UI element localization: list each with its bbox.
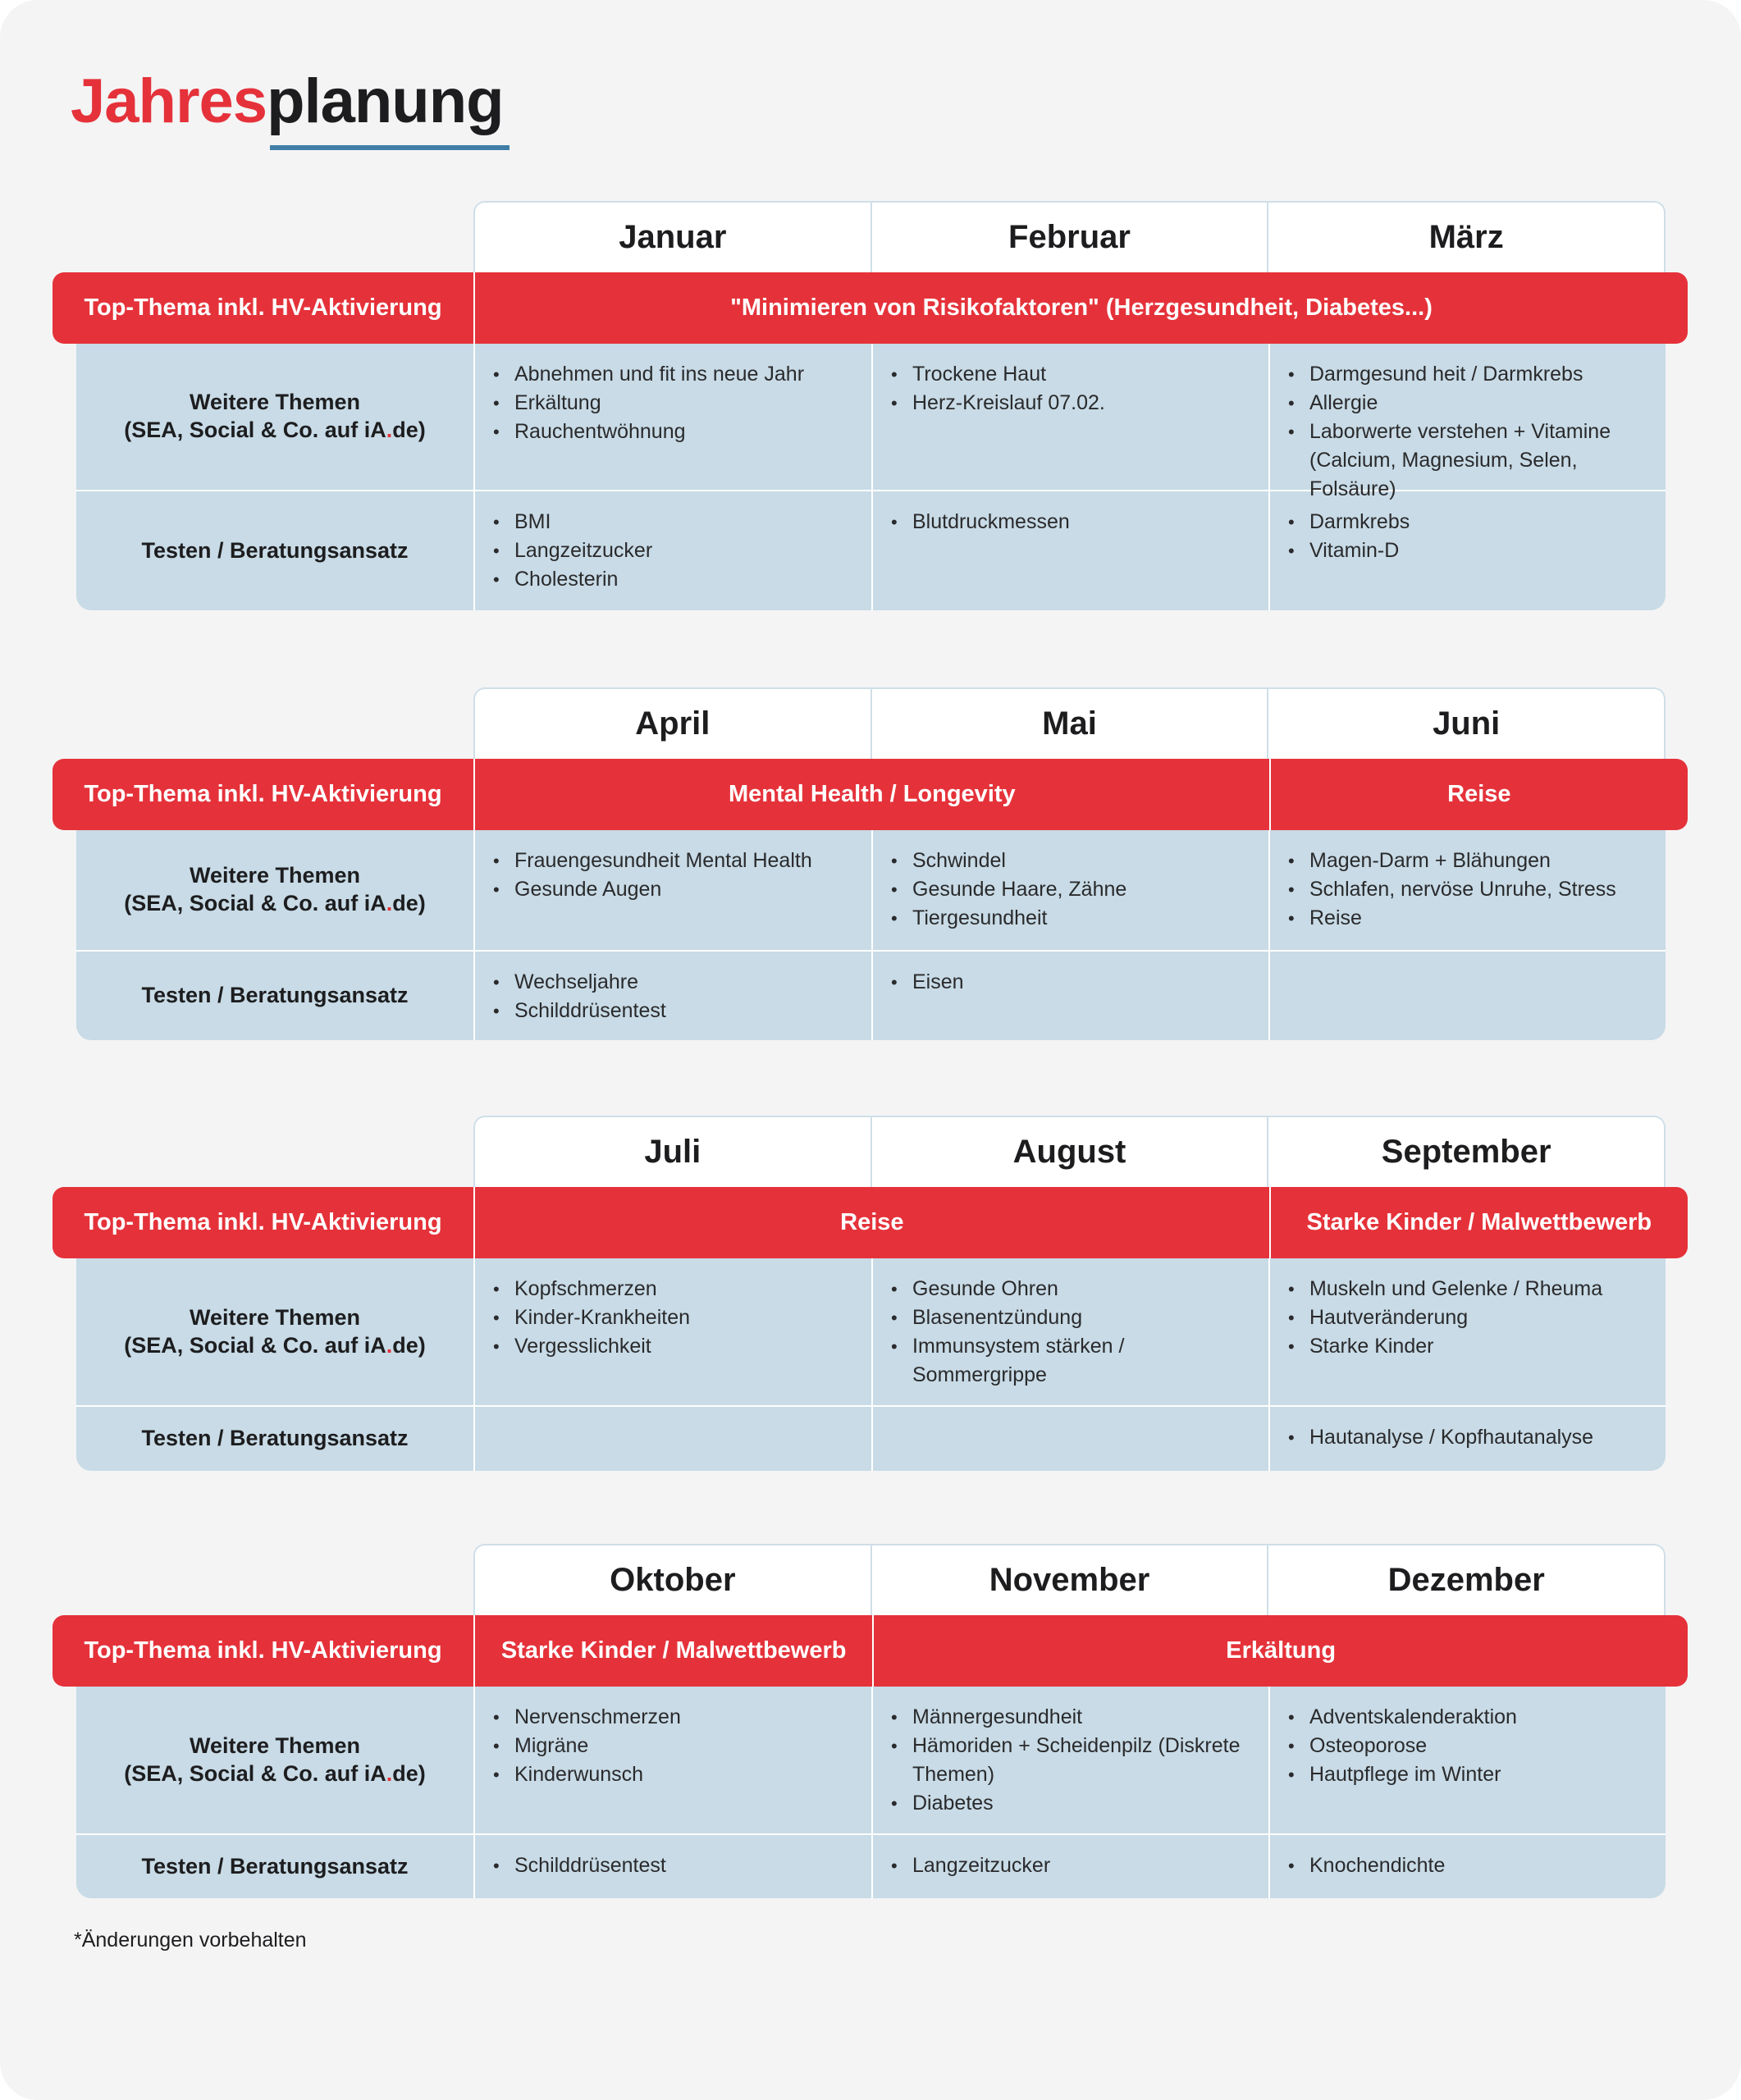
footnote: *Änderungen vorbehalten <box>74 1929 307 1952</box>
weitere-themen-cell <box>473 1258 871 1405</box>
title-underline <box>270 145 510 150</box>
list-item: • Laborwerte verstehen + Vitamine (Calcium, Magnesium, Selen, Folsäure) <box>1282 418 1654 504</box>
month-header: Januar <box>619 219 727 255</box>
list-item: • Eisen <box>884 968 1257 997</box>
list-item: • Osteoporose <box>1282 1732 1654 1760</box>
testen-cell <box>473 490 871 610</box>
list-item: • Langzeitzucker <box>487 536 860 565</box>
list-item: • Hautpflege im Winter <box>1282 1760 1654 1789</box>
weitere-themen-label <box>76 344 473 490</box>
weitere-label-line2: (SEA, Social & Co. auf iA.de) <box>124 891 426 915</box>
weitere-themen-cell <box>473 1687 871 1833</box>
list-item: • Schilddrüsentest <box>487 997 860 1025</box>
month-header: Mai <box>870 689 1268 759</box>
testen-cell <box>473 1405 871 1471</box>
list-item: • Darmgesund heit / Darmkrebs <box>1282 360 1654 389</box>
top-thema-label: Top-Thema inkl. HV-Aktivierung <box>53 1187 475 1258</box>
list-item: • Herz-Kreislauf 07.02. <box>884 389 1257 418</box>
month-header-row <box>473 1544 1666 1615</box>
list-item: • Gesunde Augen <box>487 875 860 904</box>
weitere-themen-cell <box>871 1687 1268 1833</box>
month-header: Dezember <box>1267 1545 1664 1615</box>
weitere-themen-cell <box>473 344 871 490</box>
weitere-themen-cell <box>871 344 1268 490</box>
weitere-label-line1: Weitere Themen <box>189 863 361 888</box>
month-header: August <box>870 1117 1268 1187</box>
list-item: • Schwindel <box>884 847 1257 875</box>
list-item: • Knochendichte <box>1282 1851 1654 1880</box>
list-item: • Trockene Haut <box>884 360 1257 389</box>
title-part-2: planung <box>267 66 504 136</box>
month-header-row <box>473 1116 1666 1187</box>
testen-cell <box>473 950 871 1040</box>
top-thema-value: Mental Health / Longevity <box>729 781 1016 807</box>
testen-label: Testen / Beratungsansatz <box>76 950 473 1040</box>
weitere-themen-label <box>76 830 473 950</box>
top-thema-value: Reise <box>840 1209 904 1235</box>
list-item: • Kinder-Krankheiten <box>487 1303 860 1332</box>
weitere-label-line2: (SEA, Social & Co. auf iA.de) <box>124 418 426 442</box>
weitere-label-line1: Weitere Themen <box>189 1732 361 1758</box>
top-thema-value: Starke Kinder / Malwettbewerb <box>500 1637 847 1664</box>
list-item: • Adventskalenderaktion <box>1282 1703 1654 1732</box>
month-header: April <box>635 705 711 742</box>
weitere-themen-cell <box>871 830 1268 950</box>
list-item: • Schlafen, nervöse Unruhe, Stress <box>1282 875 1654 904</box>
testen-cell <box>1268 1405 1666 1471</box>
testen-cell <box>1268 1833 1666 1898</box>
list-item: • Immunsystem stärken / Sommergrippe <box>884 1332 1257 1390</box>
list-item: • Abnehmen und fit ins neue Jahr <box>487 360 860 389</box>
month-header: Juni <box>1267 689 1664 759</box>
testen-cell <box>871 950 1268 1040</box>
month-header-row <box>473 687 1666 759</box>
testen-cell <box>473 1833 871 1898</box>
weitere-themen-cell <box>871 1258 1268 1405</box>
list-item: • Frauengesundheit Mental Health <box>487 847 860 875</box>
list-item: • Kinderwunsch <box>487 1760 860 1789</box>
month-header: Oktober <box>610 1562 736 1598</box>
list-item: • Tiergesundheit <box>884 904 1257 933</box>
list-item: • Schilddrüsentest <box>487 1851 860 1880</box>
list-item: • BMI <box>487 508 860 536</box>
list-item: • Darmkrebs <box>1282 508 1654 536</box>
weitere-themen-cell <box>1268 344 1666 500</box>
topics-grid <box>76 1687 1666 1898</box>
month-header: März <box>1267 203 1664 272</box>
month-header: November <box>870 1545 1268 1615</box>
list-item: • Rauchentwöhnung <box>487 418 860 446</box>
weitere-themen-cell <box>1268 830 1666 950</box>
list-item: • Blutdruckmessen <box>884 508 1257 536</box>
list-item: • Gesunde Ohren <box>884 1275 1257 1303</box>
list-item: • Vergesslichkeit <box>487 1332 860 1361</box>
weitere-label-line2: (SEA, Social & Co. auf iA.de) <box>124 1332 426 1358</box>
weitere-label-line1: Weitere Themen <box>189 1304 361 1330</box>
top-thema-bar <box>53 272 1688 344</box>
list-item: • Blasenentzündung <box>884 1303 1257 1332</box>
testen-label: Testen / Beratungsansatz <box>76 1405 473 1471</box>
top-thema-label: Top-Thema inkl. HV-Aktivierung <box>53 1615 475 1687</box>
list-item: • Muskeln und Gelenke / Rheuma <box>1282 1275 1654 1303</box>
list-item: • Migräne <box>487 1732 860 1760</box>
weitere-themen-cell <box>473 830 871 950</box>
weitere-label-line1: Weitere Themen <box>189 390 361 415</box>
list-item: • Diabetes <box>884 1789 1257 1818</box>
top-thema-value: Erkältung <box>872 1615 1688 1687</box>
list-item: • Gesunde Haare, Zähne <box>884 875 1257 904</box>
month-header-row <box>473 201 1666 272</box>
testen-cell <box>871 1405 1268 1471</box>
list-item: • Vitamin-D <box>1282 536 1654 565</box>
list-item: • Cholesterin <box>487 565 860 594</box>
list-item: • Hämoriden + Scheidenpilz (Diskrete Themen) <box>884 1732 1257 1789</box>
weitere-themen-cell <box>1268 1687 1666 1833</box>
list-item: • Erkältung <box>487 389 860 418</box>
list-item: • Hautveränderung <box>1282 1303 1654 1332</box>
list-item: • Langzeitzucker <box>884 1851 1257 1880</box>
testen-label: Testen / Beratungsansatz <box>76 1833 473 1898</box>
top-thema-value: "Minimieren von Risikofaktoren" (Herzgesundheit, Diabetes...) <box>730 294 1433 321</box>
page-title <box>71 66 504 136</box>
list-item: • Wechseljahre <box>487 968 860 997</box>
testen-cell <box>871 490 1268 610</box>
top-thema-label: Top-Thema inkl. HV-Aktivierung <box>53 272 475 344</box>
list-item: • Hautanalyse / Kopfhautanalyse <box>1282 1423 1654 1452</box>
list-item: • Allergie <box>1282 389 1654 418</box>
month-header: September <box>1267 1117 1664 1187</box>
top-thema-bar <box>53 759 1688 830</box>
top-thema-label: Top-Thema inkl. HV-Aktivierung <box>53 759 475 830</box>
list-item: • Magen-Darm + Blähungen <box>1282 847 1654 875</box>
testen-label: Testen / Beratungsansatz <box>76 490 473 610</box>
top-thema-bar <box>53 1187 1688 1258</box>
weitere-themen-cell <box>1268 1258 1666 1405</box>
title-part-1: Jahres <box>71 66 267 136</box>
topics-grid <box>76 1258 1666 1471</box>
list-item: • Nervenschmerzen <box>487 1703 860 1732</box>
top-thema-bar <box>53 1615 1688 1687</box>
weitere-themen-label <box>76 1258 473 1405</box>
list-item: • Reise <box>1282 904 1654 933</box>
top-thema-value: Starke Kinder / Malwettbewerb <box>1269 1187 1688 1258</box>
weitere-label-line2: (SEA, Social & Co. auf iA.de) <box>124 1760 426 1786</box>
list-item: • Starke Kinder <box>1282 1332 1654 1361</box>
weitere-themen-label <box>76 1687 473 1833</box>
topics-grid <box>76 830 1666 1040</box>
testen-cell <box>871 1833 1268 1898</box>
testen-cell <box>1268 950 1666 1040</box>
topics-grid <box>76 344 1666 610</box>
testen-cell <box>1268 490 1666 610</box>
month-header: Februar <box>870 203 1268 272</box>
list-item: • Männergesundheit <box>884 1703 1257 1732</box>
top-thema-value: Reise <box>1269 759 1688 830</box>
month-header: Juli <box>644 1134 701 1170</box>
list-item: • Kopfschmerzen <box>487 1275 860 1303</box>
